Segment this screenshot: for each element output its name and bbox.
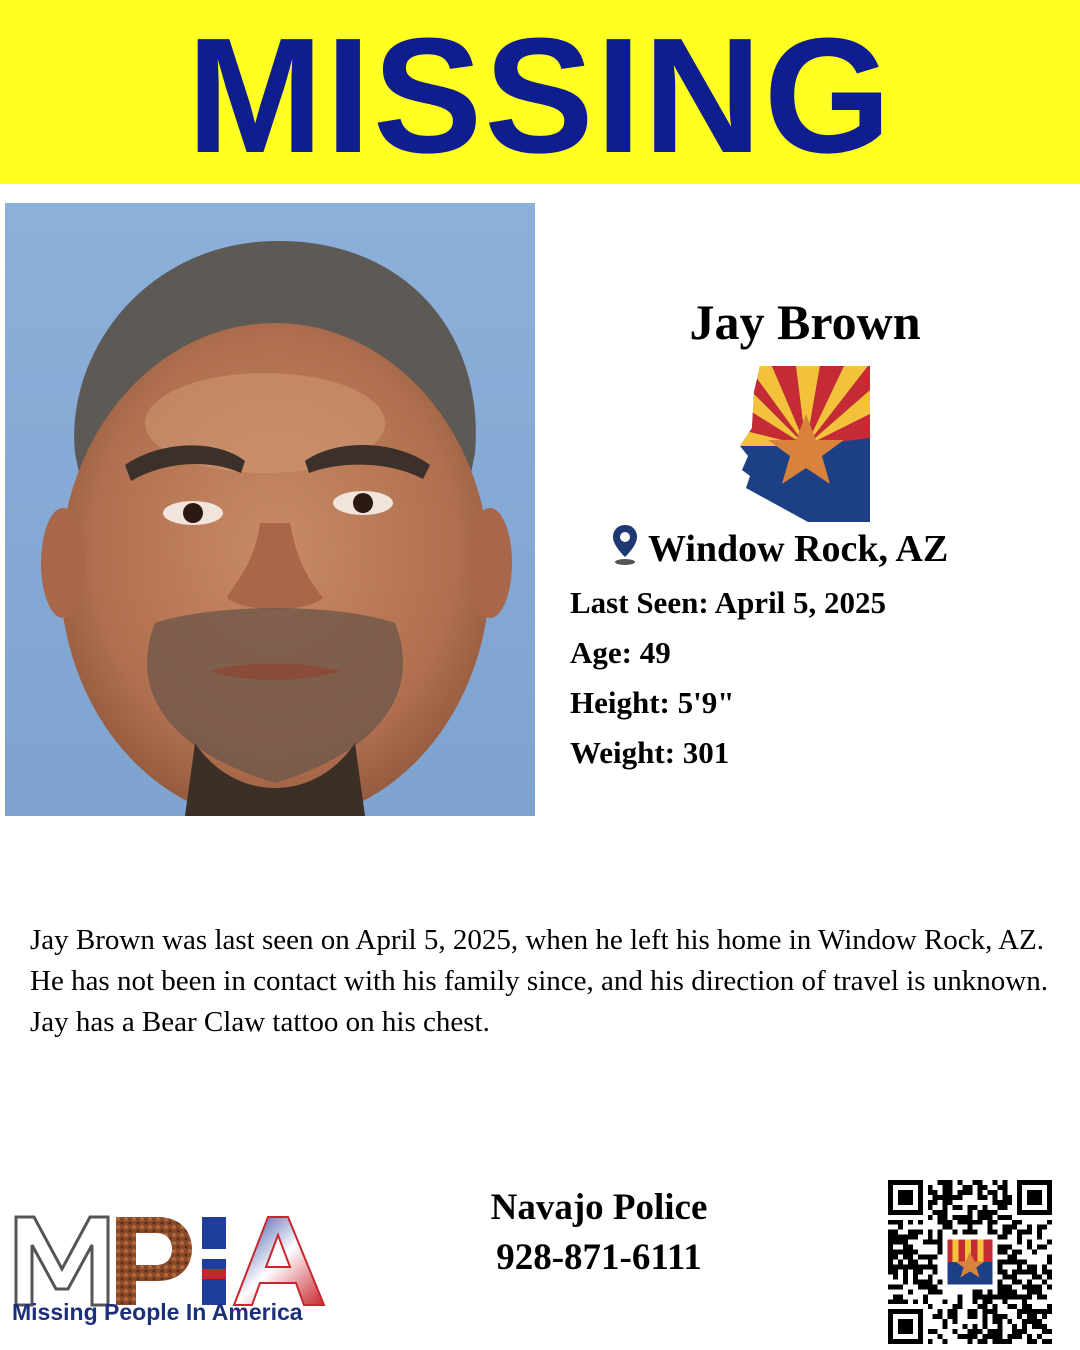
height: Height: 5'9" — [570, 685, 735, 720]
agency-name: Navajo Police — [490, 1187, 708, 1228]
person-name: Jay Brown — [689, 294, 921, 350]
mpia-logo-text: MPIA — [12, 1209, 15, 1210]
weight: Weight: 301 — [570, 735, 730, 770]
missing-banner — [0, 0, 1080, 187]
location-pin-icon — [610, 523, 640, 567]
location-text: Window Rock, AZ — [648, 528, 949, 570]
facts-list — [570, 578, 1050, 778]
location-line — [610, 523, 1050, 575]
description-text: Jay Brown was last seen on April 5, 2025, when he left his home in Window Rock, AZ. He has not been in contact with his family since, and his direction of travel is unknown. Jay has a Bear Claw tattoo on his chest. — [30, 924, 1048, 1038]
agency-contact — [440, 1183, 758, 1283]
logo-caption: Missing People In America — [12, 1299, 303, 1325]
portrait-photo — [5, 203, 535, 816]
agency-phone: 928-871-6111 — [496, 1237, 702, 1278]
arizona-flag-map-icon — [738, 366, 874, 524]
last-seen: Last Seen: April 5, 2025 — [570, 585, 887, 620]
qr-code-icon[interactable] — [888, 1180, 1052, 1344]
age: Age: 49 — [570, 635, 671, 670]
missing-title: MISSING — [186, 4, 894, 187]
person-photo — [5, 203, 535, 816]
